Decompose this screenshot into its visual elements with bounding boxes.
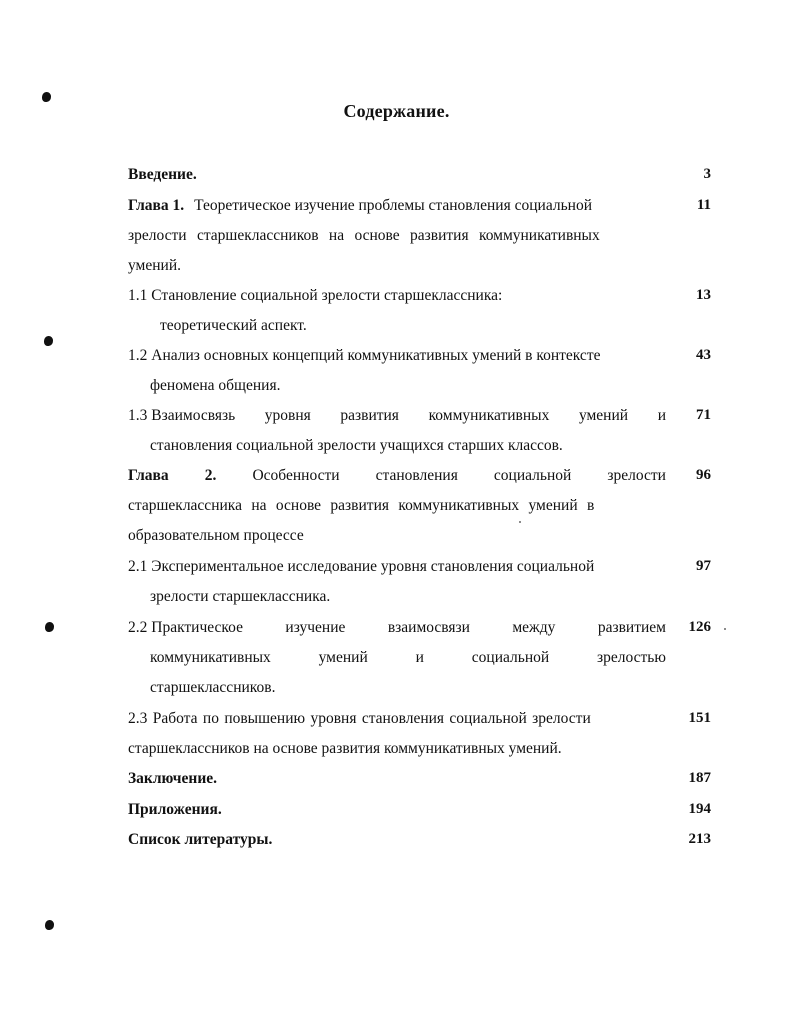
word: Глава bbox=[128, 467, 169, 484]
word: зрелостью bbox=[597, 649, 666, 666]
toc-s11-page: 13 bbox=[696, 287, 711, 303]
toc-ch1-line1 bbox=[128, 196, 592, 216]
word: взаимосвязи bbox=[387, 619, 470, 636]
word: зрелости bbox=[607, 467, 666, 484]
toc-ch1-line2: зрелости старшеклассников на основе развития коммуникативных bbox=[128, 227, 600, 244]
toc-s11-line2: теоретический аспект. bbox=[160, 317, 307, 334]
word: социальной bbox=[493, 467, 572, 484]
toc-intro-label: Введение. bbox=[128, 166, 197, 183]
toc-s23-page: 151 bbox=[688, 710, 711, 726]
word: Особенности bbox=[252, 467, 340, 484]
toc-s23-line1: 2.3 Работа по повышению уровня становления социальной зрелости bbox=[128, 710, 591, 727]
toc-ch2-line3: образовательном процессе bbox=[128, 527, 304, 544]
word: и bbox=[415, 649, 424, 666]
toc-ch2-page: 96 bbox=[696, 467, 711, 483]
toc-s21-line1: 2.1 Экспериментальное исследование уровня становления социальной bbox=[128, 558, 595, 575]
scan-speck bbox=[519, 521, 521, 523]
toc-s13-line1 bbox=[128, 406, 666, 426]
page-title: Содержание. bbox=[343, 101, 450, 121]
binder-mark bbox=[44, 336, 53, 346]
toc-s23-line2: старшеклассников на основе развития коммуникативных умений. bbox=[128, 740, 562, 757]
toc-s22-line2 bbox=[150, 648, 666, 668]
toc-appendix-label: Приложения. bbox=[128, 801, 222, 818]
toc-s13-page: 71 bbox=[696, 407, 711, 423]
toc-ch2-line2: старшеклассника на основе развития коммуникативных умений в bbox=[128, 497, 595, 514]
toc-intro-page: 3 bbox=[703, 166, 711, 182]
toc-s12-line1: 1.2 Анализ основных концепций коммуникативных умений в контексте bbox=[128, 347, 601, 364]
toc-s13-line2: становления социальной зрелости учащихся старших классов. bbox=[150, 437, 563, 454]
word: изучение bbox=[285, 619, 346, 636]
word: развитием bbox=[597, 619, 666, 636]
toc-conclusion-page: 187 bbox=[688, 770, 711, 786]
word: коммуникативных bbox=[428, 407, 550, 424]
toc-s21-line2: зрелости старшеклассника. bbox=[150, 588, 331, 605]
toc-s12-page: 43 bbox=[696, 347, 711, 363]
word: социальной bbox=[471, 649, 550, 666]
word: развития bbox=[340, 407, 399, 424]
toc-ch1-label: Глава 1. bbox=[128, 197, 185, 214]
toc-s12-line2: феномена общения. bbox=[150, 377, 281, 394]
toc-ch1-title: Теоретическое изучение проблемы становления социальной bbox=[194, 197, 592, 214]
word: и bbox=[657, 407, 666, 424]
toc-s11-line1: 1.1 Становление социальной зрелости старшеклассника: bbox=[128, 287, 503, 304]
word: умений bbox=[578, 407, 629, 424]
word: 2. bbox=[204, 467, 217, 484]
toc-s22-line3: старшеклассников. bbox=[150, 679, 276, 696]
binder-mark bbox=[45, 622, 54, 632]
toc-ch1-line3: умений. bbox=[128, 257, 181, 274]
word: между bbox=[512, 619, 556, 636]
toc-references-page: 213 bbox=[688, 831, 711, 847]
toc-references-label: Список литературы. bbox=[128, 831, 273, 848]
toc-conclusion-label: Заключение. bbox=[128, 770, 218, 787]
toc-appendix-page: 194 bbox=[688, 801, 711, 817]
toc-s21-page: 97 bbox=[696, 558, 711, 574]
binder-mark bbox=[45, 920, 54, 930]
word: становления bbox=[375, 467, 458, 484]
word: умений bbox=[318, 649, 368, 666]
toc-ch1-page: 11 bbox=[696, 197, 711, 213]
word: коммуникативных bbox=[150, 649, 271, 666]
word: 1.3 Взаимосвязь bbox=[128, 407, 236, 424]
word: уровня bbox=[264, 407, 311, 424]
toc-ch2-line1 bbox=[128, 466, 666, 486]
scan-speck bbox=[724, 628, 726, 630]
word: 2.2 Практическое bbox=[128, 619, 243, 636]
toc-s22-line1 bbox=[128, 618, 666, 638]
toc-s22-page: 126 bbox=[688, 619, 711, 635]
